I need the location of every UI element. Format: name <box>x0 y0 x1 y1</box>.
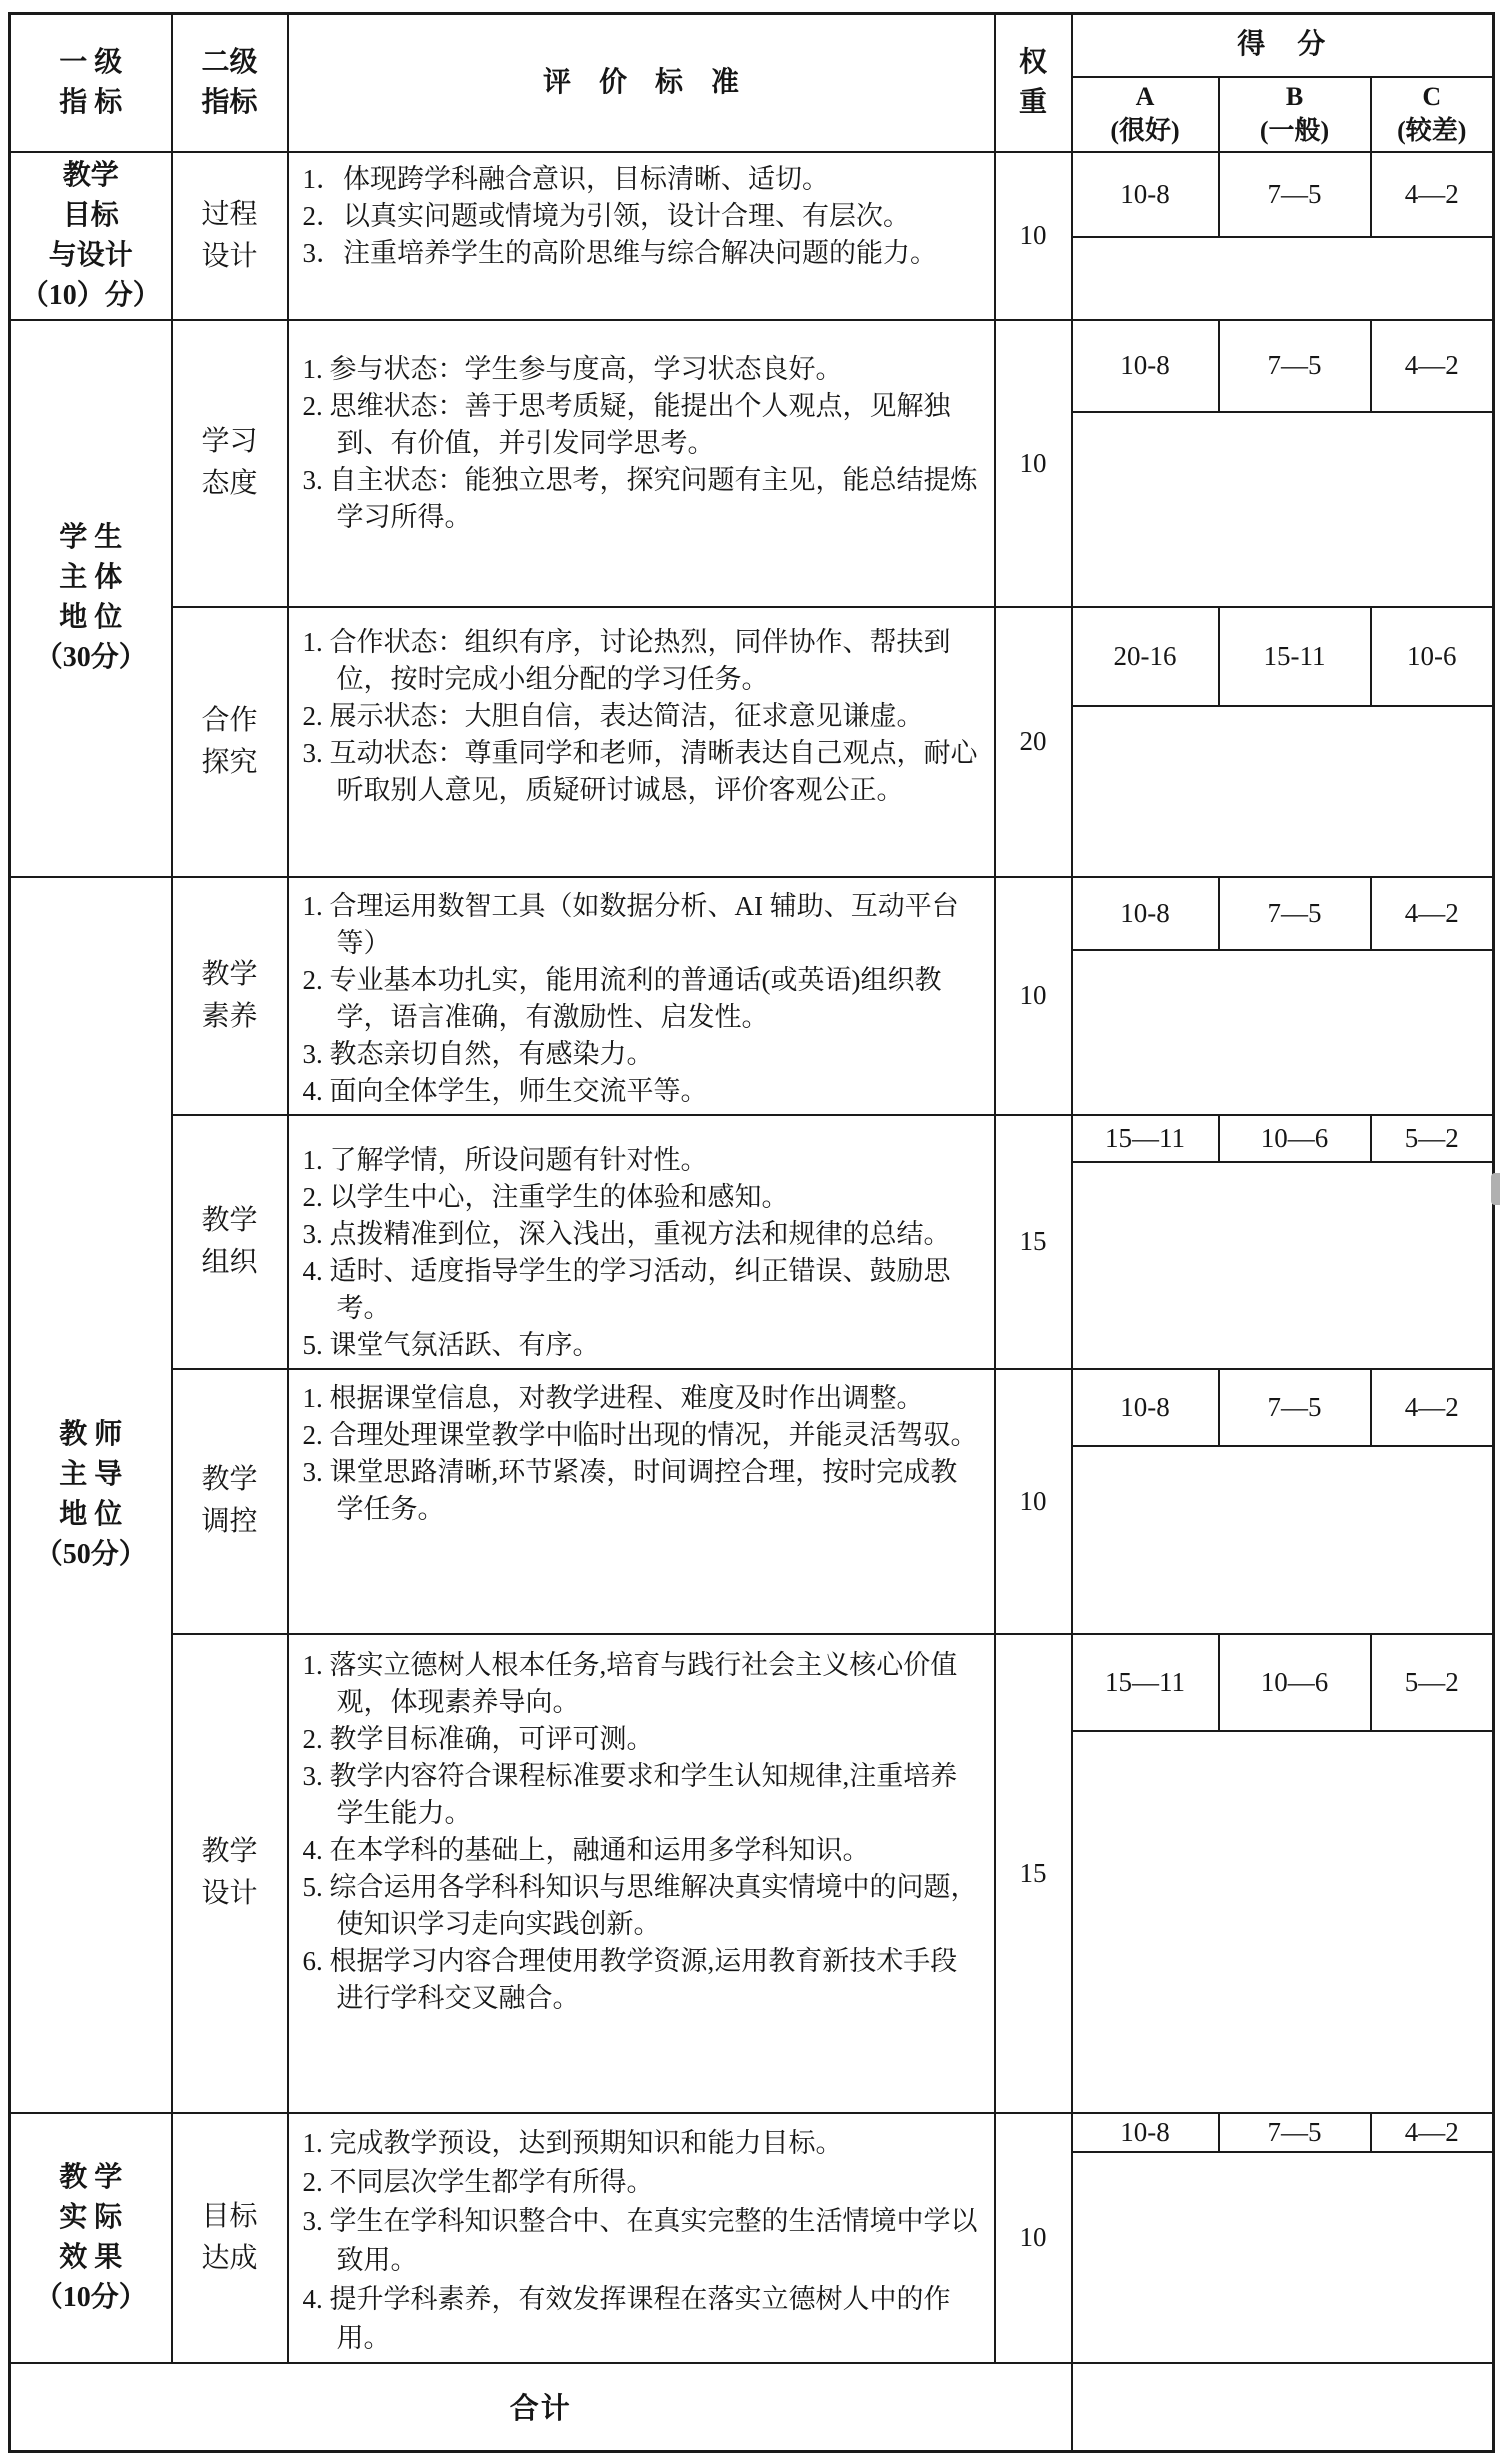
criteria-item: 6. 根据学习内容合理使用教学资源,运用教育新技术手段进行学科交叉融合。 <box>302 1945 958 2013</box>
total-fill-cell[interactable] <box>1072 2363 1494 2452</box>
score-c-cell: 5—2 <box>1371 1115 1494 1162</box>
criteria-item: 4. 在本学科的基础上，融通和运用多学科知识。 <box>302 1834 870 1865</box>
score-fill-cell[interactable] <box>1072 950 1494 1115</box>
score-c-cell: 4—2 <box>1371 152 1494 237</box>
criteria-item: 1. 根据课堂信息，对教学进程、难度及时作出调整。 <box>302 1382 924 1413</box>
criteria-item: 1. 落实立德树人根本任务,培育与践行社会主义核心价值观，体现素养导向。 <box>302 1649 958 1717</box>
secondary-cell-cooperative-inquiry: 合作 探究 <box>172 607 288 877</box>
criteria-item: 2. 以学生中心，注重学生的体验和感知。 <box>302 1181 789 1212</box>
score-c-cell: 4—2 <box>1371 320 1494 412</box>
criteria-item: 2. 专业基本功扎实，能用流利的普通话(或英语)组织教学，语言准确，有激励性、启发性。 <box>302 964 942 1032</box>
header-secondary-indicator <box>172 14 288 152</box>
grade-letter: A <box>1135 82 1155 111</box>
header-grade-a <box>1072 77 1219 152</box>
criteria-item: 3. 自主状态：能独立思考，探究问题有主见，能总结提炼学习所得。 <box>302 464 978 532</box>
weight-cell-teaching-literacy: 10 <box>995 877 1072 1115</box>
criteria-item: 3. 教学内容符合课程标准要求和学生认知规律,注重培养学生能力。 <box>302 1760 958 1828</box>
criteria-item: 5. 课堂气氛活跃、有序。 <box>302 1329 600 1360</box>
score-c-cell: 4—2 <box>1371 877 1494 950</box>
header-score: 得 分 <box>1072 14 1494 77</box>
primary-cell-student-subject-position: 学 生 主 体 地 位 （30分） <box>10 320 172 877</box>
header-weight <box>995 14 1072 152</box>
grade-desc: (较差) <box>1397 116 1467 145</box>
header-line: 权 <box>1018 46 1047 78</box>
criteria-item: 3. 教态亲切自然，有感染力。 <box>302 1038 654 1069</box>
score-a-cell: 10-8 <box>1072 320 1219 412</box>
score-fill-cell[interactable] <box>1072 1731 1494 2113</box>
secondary-cell-teaching-design: 教学 设计 <box>172 1634 288 2113</box>
criteria-item: 1. 了解学情，所设问题有针对性。 <box>302 1144 708 1175</box>
criteria-item: 1. 完成教学预设，达到预期知识和能力目标。 <box>302 2127 843 2158</box>
evaluation-rubric-table <box>8 12 1495 2453</box>
total-label-cell: 合计 <box>10 2363 1072 2452</box>
weight-cell-teaching-regulation: 10 <box>995 1369 1072 1634</box>
criteria-item: 2. 思维状态：善于思考质疑，能提出个人观点，见解独到、有价值，并引发同学思考。 <box>302 390 951 458</box>
criteria-item: 5. 综合运用各学科科知识与思维解决真实情境中的问题，使知识学习走向实践创新。 <box>302 1871 978 1939</box>
grade-desc: (很好) <box>1110 116 1180 145</box>
criteria-item: 4. 适时、适度指导学生的学习活动，纠正错误、鼓励思考。 <box>302 1255 951 1323</box>
criteria-cell-teaching-design <box>288 1634 995 2113</box>
header-line: 重 <box>1018 86 1047 118</box>
criteria-item: 3．注重培养学生的高阶思维与综合解决问题的能力。 <box>302 237 937 268</box>
criteria-cell-teaching-organization <box>288 1115 995 1369</box>
weight-cell-teaching-design: 15 <box>995 1634 1072 2113</box>
primary-cell-teaching-actual-effect: 教 学 实 际 效 果 （10分） <box>10 2113 172 2363</box>
criteria-item: 1．体现跨学科融合意识，目标清晰、适切。 <box>302 163 829 194</box>
weight-cell-process-design: 10 <box>995 152 1072 320</box>
grade-desc: (一般) <box>1259 116 1330 145</box>
score-a-cell: 10-8 <box>1072 2113 1219 2152</box>
score-fill-cell[interactable] <box>1072 1162 1494 1369</box>
criteria-item: 2. 不同层次学生都学有所得。 <box>302 2166 654 2197</box>
score-b-cell: 10—6 <box>1219 1115 1371 1162</box>
score-c-cell: 5—2 <box>1371 1634 1494 1731</box>
header-grade-b <box>1219 77 1371 152</box>
weight-cell-cooperative-inquiry: 20 <box>995 607 1072 877</box>
score-a-cell: 10-8 <box>1072 152 1219 237</box>
score-b-cell: 15-11 <box>1219 607 1371 706</box>
score-b-cell: 7—5 <box>1219 877 1371 950</box>
score-fill-cell[interactable] <box>1072 1446 1494 1634</box>
score-a-cell: 10-8 <box>1072 1369 1219 1446</box>
score-b-cell: 7—5 <box>1219 1369 1371 1446</box>
score-fill-cell[interactable] <box>1072 412 1494 607</box>
score-b-cell: 7—5 <box>1219 2113 1371 2152</box>
criteria-item: 4. 面向全体学生，师生交流平等。 <box>302 1075 708 1106</box>
secondary-cell-teaching-organization: 教学 组织 <box>172 1115 288 1369</box>
secondary-cell-learning-attitude: 学习 态度 <box>172 320 288 607</box>
primary-cell-teaching-goal-design: 教学 目标 与设计 （10）分） <box>10 152 172 320</box>
header-criteria: 评 价 标 准 <box>288 14 995 152</box>
score-a-cell: 10-8 <box>1072 877 1219 950</box>
criteria-cell-learning-attitude <box>288 320 995 607</box>
header-line: 指 标 <box>59 86 123 118</box>
criteria-cell-teaching-literacy <box>288 877 995 1115</box>
criteria-item: 3. 课堂思路清晰,环节紧凑，时间调控合理，按时完成教学任务。 <box>302 1456 958 1524</box>
score-b-cell: 10—6 <box>1219 1634 1371 1731</box>
grade-letter: C <box>1422 82 1442 111</box>
primary-cell-teacher-leading-position: 教 师 主 导 地 位 （50分） <box>10 877 172 2113</box>
header-line: 一 级 <box>59 46 123 78</box>
grade-letter: B <box>1285 82 1304 111</box>
score-a-cell: 15—11 <box>1072 1115 1219 1162</box>
criteria-cell-cooperative-inquiry <box>288 607 995 877</box>
secondary-cell-goal-achievement: 目标 达成 <box>172 2113 288 2363</box>
score-b-cell: 7—5 <box>1219 320 1371 412</box>
header-primary-indicator <box>10 14 172 152</box>
criteria-item: 3. 点拨精准到位，深入浅出，重视方法和规律的总结。 <box>302 1218 951 1249</box>
criteria-item: 2．以真实问题或情境为引领，设计合理、有层次。 <box>302 200 910 231</box>
criteria-cell-teaching-regulation <box>288 1369 995 1634</box>
criteria-cell-goal-achievement <box>288 2113 995 2363</box>
criteria-item: 3. 学生在学科知识整合中、在真实完整的生活情境中学以致用。 <box>302 2205 978 2275</box>
criteria-item: 2. 合理处理课堂教学中临时出现的情况，并能灵活驾驭。 <box>302 1419 978 1450</box>
criteria-cell-process-design <box>288 152 995 320</box>
score-fill-cell[interactable] <box>1072 2152 1494 2363</box>
score-fill-cell[interactable] <box>1072 706 1494 877</box>
score-c-cell: 4—2 <box>1371 2113 1494 2152</box>
header-line: 二级 <box>201 46 258 78</box>
criteria-item: 2. 展示状态：大胆自信，表达简洁，征求意见谦虚。 <box>302 700 924 731</box>
weight-cell-learning-attitude: 10 <box>995 320 1072 607</box>
score-c-cell: 4—2 <box>1371 1369 1494 1446</box>
header-grade-c <box>1371 77 1494 152</box>
criteria-item: 1. 合理运用数智工具（如数据分析、AI 辅助、互动平台等） <box>302 890 959 958</box>
score-a-cell: 15—11 <box>1072 1634 1219 1731</box>
criteria-item: 3. 互动状态：尊重同学和老师，清晰表达自己观点，耐心听取别人意见，质疑研讨诚恳，评价客观公正。 <box>302 737 978 805</box>
criteria-item: 1. 合作状态：组织有序，讨论热烈，同伴协作、帮扶到位，按时完成小组分配的学习任务。 <box>302 626 951 694</box>
criteria-item: 2. 教学目标准确，可评可测。 <box>302 1723 654 1754</box>
secondary-cell-teaching-literacy: 教学 素养 <box>172 877 288 1115</box>
secondary-cell-teaching-regulation: 教学 调控 <box>172 1369 288 1634</box>
header-line: 指标 <box>201 86 258 118</box>
score-fill-cell[interactable] <box>1072 237 1494 320</box>
weight-cell-teaching-organization: 15 <box>995 1115 1072 1369</box>
scan-edge-artifact <box>1491 1173 1500 1205</box>
score-a-cell: 20-16 <box>1072 607 1219 706</box>
criteria-item: 1. 参与状态：学生参与度高，学习状态良好。 <box>302 353 843 384</box>
weight-cell-goal-achievement: 10 <box>995 2113 1072 2363</box>
score-b-cell: 7—5 <box>1219 152 1371 237</box>
criteria-item: 4. 提升学科素养，有效发挥课程在落实立德树人中的作用。 <box>302 2283 951 2353</box>
secondary-cell-process-design: 过程 设计 <box>172 152 288 320</box>
score-c-cell: 10-6 <box>1371 607 1494 706</box>
